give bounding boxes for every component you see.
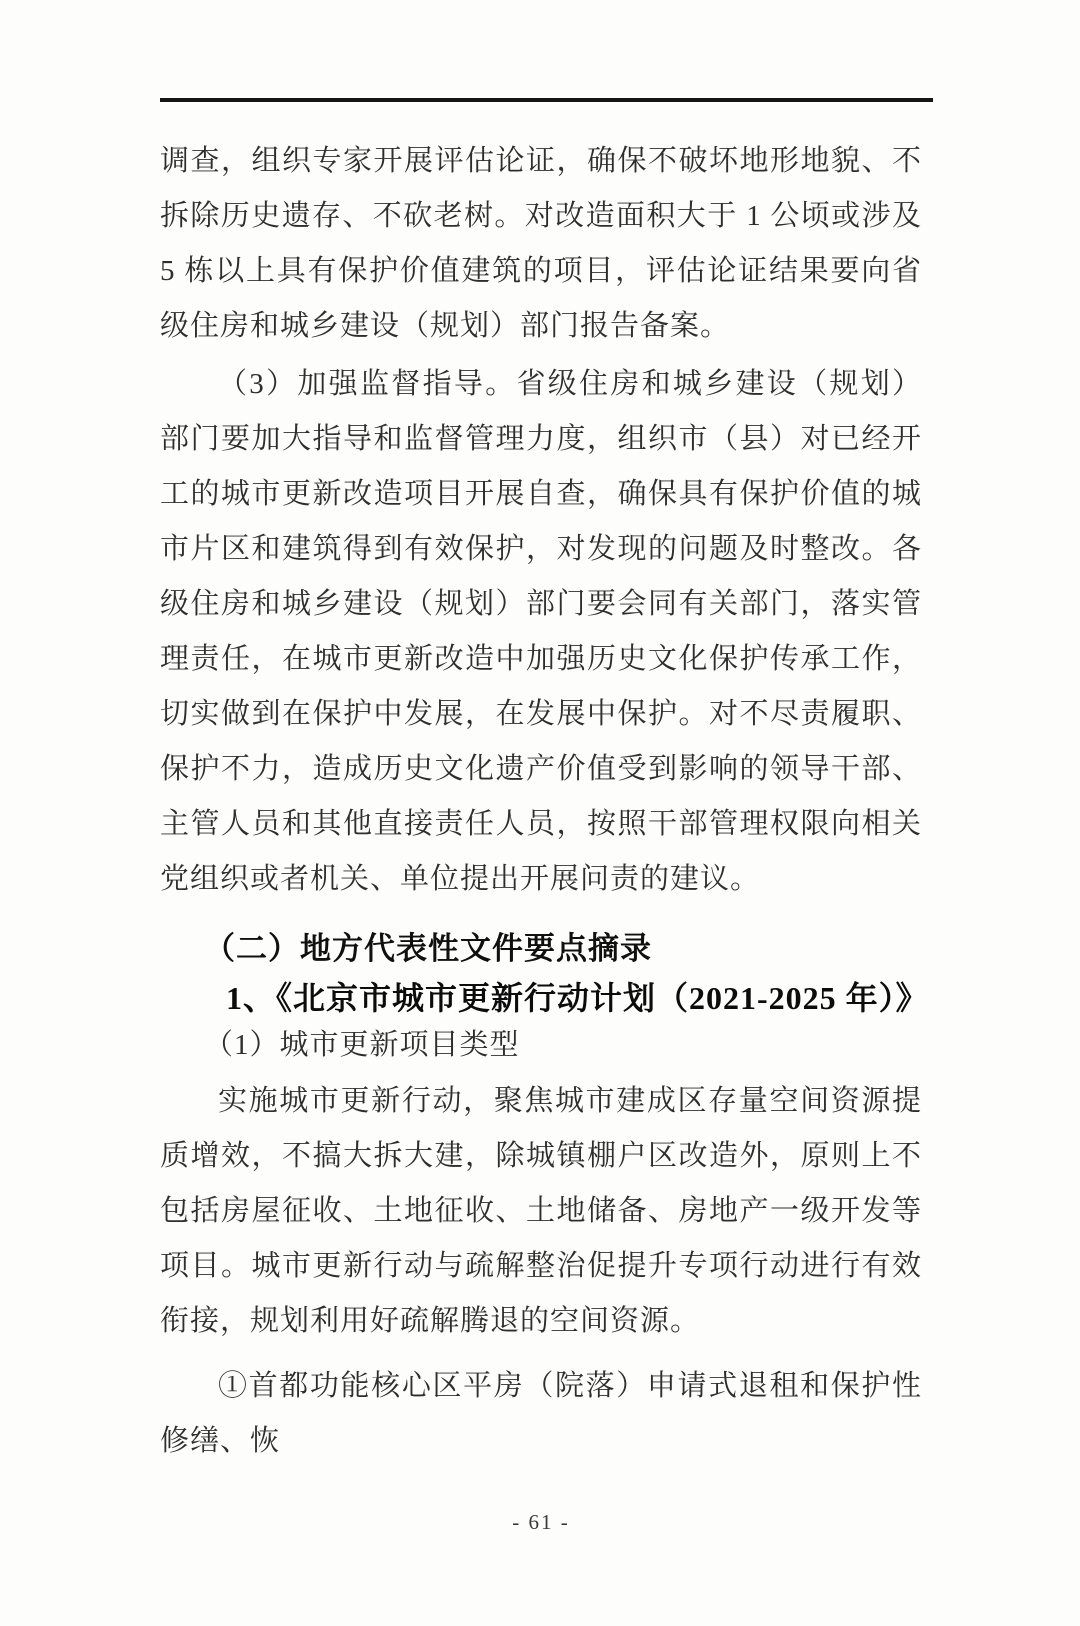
- section-heading-local-documents: （二）地方代表性文件要点摘录: [204, 931, 652, 966]
- paragraph-continuation: 调查，组织专家开展评估论证，确保不破坏地形地貌、不拆除历史遗存、不砍老树。对改造面积大于 1 公顷或涉及 5 栋以上具有保护价值建筑的项目，评估论证结果要向省级住房和城乡建设（规划）部门报告备案。: [160, 145, 922, 342]
- paragraph-item3-supervision: （3）加强监督指导。省级住房和城乡建设（规划）部门要加大指导和监督管理力度，组织市（县）对已经开工的城市更新改造项目开展自查，确保具有保护价值的城市片区和建筑得到有效保护，对发现的问题及时整改。各级住房和城乡建设（规划）部门要会同有关部门，落实管理责任，在城市更新改造中加强历史文化保护传承工作，切实做到在保护中发展，在发展中保护。对不尽责履职、保护不力，造成历史文化遗产价值受到影响的领导干部、主管人员和其他直接责任人员，按照干部管理权限向相关党组织或者机关、单位提出开展问责的建议。: [160, 368, 922, 895]
- subheading-project-types: （1）城市更新项目类型: [204, 1029, 520, 1061]
- paragraph-implementation: 实施城市更新行动，聚焦城市建成区存量空间资源提质增效，不搞大拆大建，除城镇棚户区改造外，原则上不包括房屋征收、土地征收、土地储备、房地产一级开发等项目。城市更新行动与疏解整治促提升专项行动进行有效衔接，规划利用好疏解腾退的空间资源。: [160, 1085, 922, 1337]
- document-page: [0, 98, 1080, 1626]
- header-rule: [160, 98, 933, 102]
- page-number: - 61 -: [512, 1510, 570, 1534]
- paragraph-circle1-truncated: ①首都功能核心区平房（院落）申请式退租和保护性修缮、恢: [160, 1370, 922, 1457]
- doc-heading-beijing-plan: 1、《北京市城市更新行动计划（2021-2025 年）》: [226, 980, 929, 1016]
- text-column: [160, 134, 929, 1535]
